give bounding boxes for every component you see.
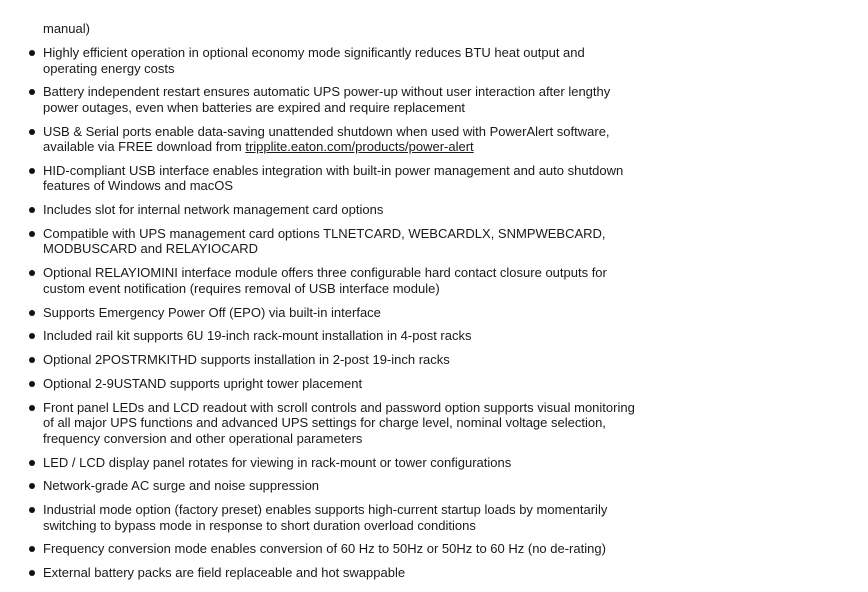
feature-item (0, 478, 700, 494)
feature-text-line: Optional 2-9USTAND supports upright tower placement (43, 375, 363, 391)
feature-text-line: USB & Serial ports enable data-saving unattended shutdown when used with PowerAlert software, (43, 123, 610, 139)
feature-text-line: power outages, even when batteries are expired and require replacement (43, 99, 466, 115)
feature-item (0, 400, 700, 447)
feature-item (0, 265, 700, 296)
download-link[interactable]: tripplite.eaton.com/products/power-alert (245, 139, 474, 155)
feature-text-line: available via FREE download from (43, 139, 246, 155)
bullet-icon (29, 570, 35, 576)
feature-item (0, 455, 700, 471)
feature-item (0, 565, 700, 581)
feature-text-line: features of Windows and macOS (43, 178, 234, 194)
feature-item (0, 328, 700, 344)
bullet-icon (29, 333, 35, 339)
feature-item (0, 202, 700, 218)
feature-item (0, 502, 700, 533)
feature-item (0, 541, 700, 557)
continuation-text: manual) (43, 21, 90, 36)
feature-text-line: switching to bypass mode in response to short duration overload conditions (43, 517, 476, 533)
feature-item (0, 163, 700, 194)
feature-text-line: of all major UPS functions and advanced UPS settings for charge level, nominal voltage selection, (43, 415, 606, 431)
feature-text-line: External battery packs are field replaceable and hot swappable (43, 565, 406, 581)
feature-text-line: Includes slot for internal network management card options (43, 202, 384, 218)
bullet-icon (29, 357, 35, 363)
bullet-icon (29, 405, 35, 411)
feature-text-line: HID-compliant USB interface enables integration with built-in power management and auto shutdown (43, 162, 624, 178)
bullet-icon (29, 89, 35, 95)
feature-text-line: Frequency conversion mode enables conversion of 60 Hz to 50Hz or 50Hz to 60 Hz (no de-rating) (43, 541, 606, 557)
bullet-icon (29, 507, 35, 513)
feature-text-line: Supports Emergency Power Off (EPO) via built-in interface (43, 304, 381, 320)
feature-item (0, 124, 700, 155)
bullet-icon (29, 168, 35, 174)
bullet-icon (29, 231, 35, 237)
feature-text-line: Battery independent restart ensures automatic UPS power-up without user interaction after lengthy (43, 84, 611, 100)
bullet-icon (29, 483, 35, 489)
feature-item (0, 45, 700, 76)
feature-item (0, 226, 700, 257)
feature-text-line: Industrial mode option (factory preset) enables supports high-current startup loads by momentarily (43, 502, 608, 518)
feature-text-line: Optional RELAYIOMINI interface module offers three configurable hard contact closure outputs for (43, 265, 607, 281)
bullet-icon (29, 207, 35, 213)
feature-text-line: frequency conversion and other operational parameters (43, 430, 363, 446)
bullet-icon (29, 50, 35, 56)
feature-text-line: Optional 2POSTRMKITHD supports installation in 2-post 19-inch racks (43, 352, 450, 368)
bullet-icon (29, 381, 35, 387)
feature-text-line-with-link (43, 139, 700, 155)
bullet-icon (29, 270, 35, 276)
feature-item (0, 352, 700, 368)
feature-text-line: operating energy costs (43, 60, 175, 76)
feature-text-line: Network-grade AC surge and noise suppression (43, 478, 320, 494)
feature-item (0, 376, 700, 392)
bullet-icon (29, 129, 35, 135)
feature-text-line: MODBUSCARD and RELAYIOCARD (43, 241, 259, 257)
feature-text-line: Front panel LEDs and LCD readout with scroll controls and password option supports visual monitoring (43, 399, 635, 415)
bullet-icon (29, 460, 35, 466)
feature-text-line: LED / LCD display panel rotates for viewing in rack-mount or tower configurations (43, 454, 512, 470)
feature-list (0, 45, 700, 589)
feature-text-line: Highly efficient operation in optional economy mode significantly reduces BTU heat output and (43, 45, 585, 60)
bullet-icon (29, 310, 35, 316)
feature-item (0, 305, 700, 321)
feature-text-line: Included rail kit supports 6U 19-inch rack-mount installation in 4-post racks (43, 328, 472, 344)
feature-text-line: custom event notification (requires removal of USB interface module) (43, 280, 440, 296)
feature-item (0, 84, 700, 115)
bullet-icon (29, 546, 35, 552)
feature-text-line: Compatible with UPS management card options TLNETCARD, WEBCARDLX, SNMPWEBCARD, (43, 225, 606, 241)
